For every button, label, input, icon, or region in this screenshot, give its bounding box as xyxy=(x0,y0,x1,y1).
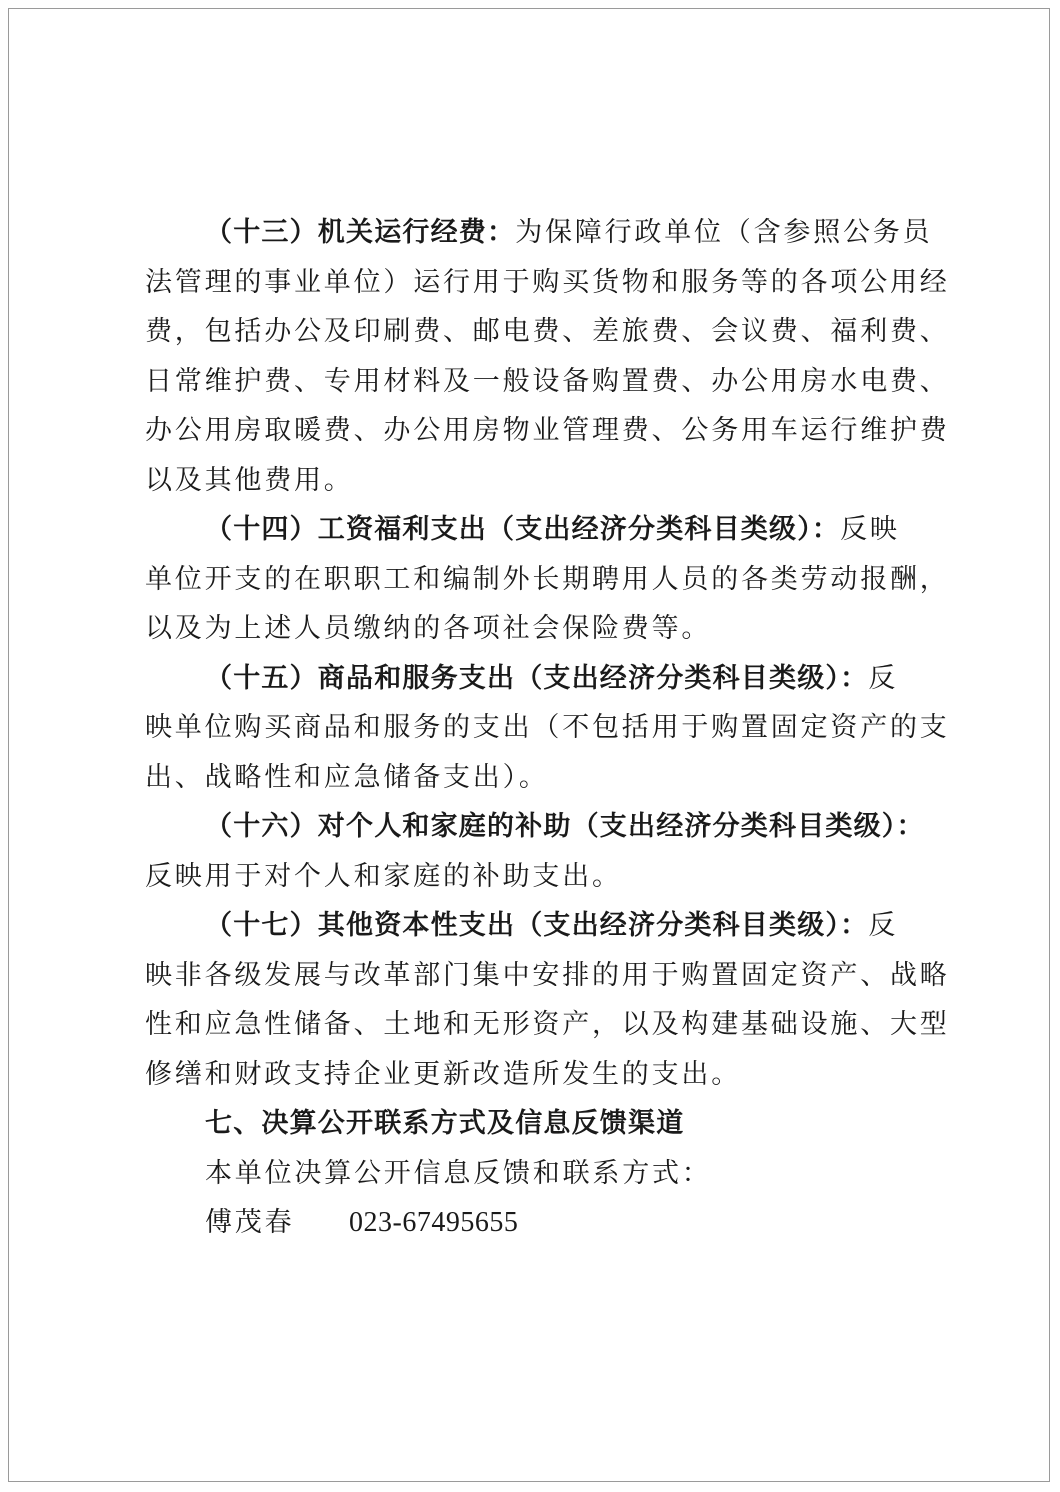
paragraph-line xyxy=(145,802,925,852)
item-term: （十六）对个人和家庭的补助（支出经济分类科目类级）： xyxy=(205,811,925,842)
paragraph-line: 费，包括办公及印刷费、邮电费、差旅费、会议费、福利费、 xyxy=(145,316,950,347)
item-text: 反 xyxy=(868,910,899,941)
paragraph-line xyxy=(145,901,915,951)
contact-intro: 本单位决算公开信息反馈和联系方式： xyxy=(205,1157,712,1189)
item-term: （十五）商品和服务支出（支出经济分类科目类级）： xyxy=(205,662,869,694)
paragraph-line: 以及其他费用。 xyxy=(145,464,354,496)
section-heading: 七、决算公开联系方式及信息反馈渠道 xyxy=(205,1108,685,1139)
paragraph-line: 日常维护费、专用材料及一般设备购置费、办公用房水电费、 xyxy=(145,365,950,397)
paragraph-line: 修缮和财政支持企业更新改造所发生的支出。 xyxy=(145,1058,741,1090)
document-body xyxy=(145,208,950,1248)
paragraph-line: 以及为上述人员缴纳的各项社会保险费等。 xyxy=(145,613,712,644)
item-text: 反 xyxy=(868,662,899,694)
item-term: （十三）机关运行经费： xyxy=(205,217,516,248)
paragraph-item-14 xyxy=(145,505,950,654)
document-page xyxy=(8,8,1050,1482)
paragraph-line: 反映用于对个人和家庭的补助支出。 xyxy=(145,860,622,892)
paragraph-item-16 xyxy=(145,802,925,901)
paragraph-line: 单位开支的在职职工和编制外长期聘用人员的各类劳动报酬， xyxy=(145,563,950,595)
item-term: （十七）其他资本性支出（支出经济分类科目类级）： xyxy=(205,910,869,941)
paragraph-item-15 xyxy=(145,654,950,803)
contact-name: 傅茂春 xyxy=(205,1207,295,1238)
paragraph-item-13 xyxy=(145,208,950,505)
paragraph-item-17 xyxy=(145,901,950,1099)
contact-row xyxy=(145,1198,915,1248)
paragraph-line xyxy=(145,654,915,704)
paragraph-line: 出、战略性和应急储备支出）。 xyxy=(145,761,549,793)
contact-phone: 023-67495655 xyxy=(349,1207,519,1238)
paragraph-line: 映单位购买商品和服务的支出（不包括用于购置固定资产的支 xyxy=(145,712,950,743)
paragraph-line xyxy=(145,208,933,258)
item-text: 反映 xyxy=(840,514,900,545)
paragraph-line: 法管理的事业单位）运行用于购买货物和服务等的各项公用经 xyxy=(145,266,950,298)
item-text: 为保障行政单位（含参照公务员 xyxy=(515,217,933,248)
paragraph-line: 办公用房取暖费、办公用房物业管理费、公务用车运行维护费 xyxy=(145,415,950,446)
item-term: （十四）工资福利支出（支出经济分类科目类级）： xyxy=(205,514,841,545)
paragraph-line: 性和应急性储备、土地和无形资产，以及构建基础设施、大型 xyxy=(145,1009,950,1040)
paragraph-line xyxy=(145,505,915,555)
paragraph-line: 映非各级发展与改革部门集中安排的用于购置固定资产、战略 xyxy=(145,959,950,991)
